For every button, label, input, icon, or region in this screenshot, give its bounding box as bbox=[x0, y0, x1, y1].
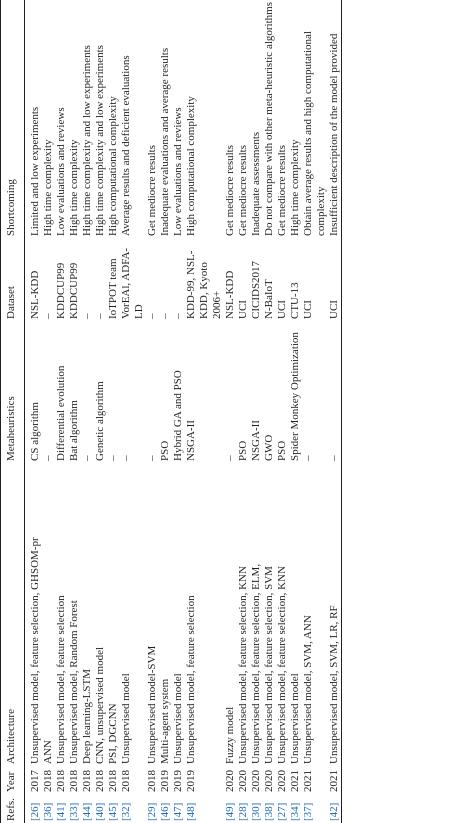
metaheuristics-cell: PSO bbox=[276, 440, 288, 461]
ref-link[interactable]: [28] bbox=[237, 802, 249, 821]
shortcoming-cell: Get mediocre results bbox=[146, 144, 158, 236]
year-cell: 2018 bbox=[55, 770, 67, 792]
dataset-cell: UCI bbox=[302, 300, 314, 319]
header-year: Year bbox=[5, 771, 17, 792]
shortcoming-cell: High time complexity and low experiments bbox=[81, 45, 93, 236]
ref-link[interactable]: [27] bbox=[276, 802, 288, 821]
year-cell: 2018 bbox=[81, 770, 93, 792]
dataset-cell: – bbox=[172, 313, 184, 319]
shortcoming-cell: Obtain average results and high computational complexity bbox=[302, 31, 327, 236]
metaheuristics-cell: – bbox=[107, 455, 119, 461]
dataset-cell: CICIDS2017 bbox=[250, 260, 262, 319]
architecture-cell: Fuzzy model bbox=[224, 706, 236, 764]
table-row bbox=[185, 0, 224, 823]
dataset-cell: UCI bbox=[328, 300, 340, 319]
metaheuristics-cell: – bbox=[42, 455, 54, 461]
architecture-cell: Deep learning-LSTM bbox=[81, 669, 93, 764]
dataset-cell: N-BaIoT bbox=[263, 279, 275, 319]
header-architecture: Architecture bbox=[5, 709, 17, 764]
header-shortcoming: Shortcoming bbox=[5, 179, 17, 236]
metaheuristics-cell: – bbox=[302, 455, 314, 461]
table-header-row bbox=[1, 0, 25, 823]
year-cell: 2018 bbox=[107, 770, 119, 792]
header-metaheuristics: Metaheuristics bbox=[5, 396, 17, 461]
dataset-cell: – bbox=[159, 313, 171, 319]
metaheuristics-cell: Differential evolution bbox=[55, 365, 67, 461]
architecture-cell: Unsupervised model bbox=[172, 673, 184, 764]
header-dataset: Dataset bbox=[5, 286, 17, 319]
dataset-cell: – bbox=[81, 313, 93, 319]
ref-link[interactable]: [45] bbox=[107, 802, 119, 821]
shortcoming-cell: High time complexity bbox=[289, 139, 301, 236]
shortcoming-cell: Insufficient description of the model provided bbox=[328, 33, 340, 236]
architecture-cell: Unsupervised model, feature selection, GHSOM-pr bbox=[29, 537, 41, 764]
year-cell: 2018 bbox=[120, 770, 132, 792]
year-cell: 2019 bbox=[159, 770, 171, 792]
metaheuristics-cell: Genetic algorithm bbox=[94, 381, 106, 461]
dataset-cell: IoTPOT team bbox=[107, 258, 119, 319]
year-cell: 2018 bbox=[94, 770, 106, 792]
ref-link[interactable]: [36] bbox=[42, 802, 54, 821]
shortcoming-cell: High computational complexity bbox=[185, 96, 197, 236]
metaheuristics-cell: CS algorithm bbox=[29, 402, 41, 461]
ref-link[interactable]: [29] bbox=[146, 802, 158, 821]
metaheuristics-cell: – bbox=[224, 455, 236, 461]
ref-link[interactable]: [46] bbox=[159, 802, 171, 821]
table-row bbox=[289, 0, 302, 823]
ref-link[interactable]: [34] bbox=[289, 802, 301, 821]
shortcoming-cell: Get mediocre results bbox=[237, 144, 249, 236]
metaheuristics-cell: Bat algorithm bbox=[68, 400, 80, 461]
architecture-cell: PSI, DGCNN bbox=[107, 703, 119, 764]
architecture-cell: Unsupervised model, feature selection bbox=[55, 595, 67, 764]
shortcoming-cell: Low evaluations and reviews bbox=[55, 107, 67, 236]
year-cell: 2018 bbox=[42, 770, 54, 792]
metaheuristics-cell: PSO bbox=[159, 440, 171, 461]
year-cell: 2021 bbox=[328, 770, 340, 792]
architecture-cell: Unsupervised model-SVM bbox=[146, 645, 158, 764]
architecture-cell: Unsupervised model, feature selection bbox=[185, 595, 197, 764]
dataset-cell: NSL-KDD bbox=[224, 270, 236, 319]
metaheuristics-cell: GWO bbox=[263, 434, 275, 461]
shortcoming-cell: Low evaluations and reviews bbox=[172, 107, 184, 236]
architecture-cell: CNN, unsupervised model bbox=[94, 646, 106, 764]
dataset-cell: – bbox=[146, 313, 158, 319]
ref-link[interactable]: [40] bbox=[94, 802, 106, 821]
ref-link[interactable]: [42] bbox=[328, 802, 340, 821]
table-row bbox=[81, 0, 94, 823]
dataset-cell: KDDCUP99 bbox=[68, 262, 80, 319]
shortcoming-cell: Average results and deficient evaluations bbox=[120, 55, 132, 236]
dataset-cell: CTU-13 bbox=[289, 282, 301, 319]
table-row bbox=[42, 0, 55, 823]
header-refs: Refs. bbox=[5, 798, 17, 821]
dataset-cell: UCI bbox=[276, 300, 288, 319]
architecture-cell: Unsupervised model, Random Forest bbox=[68, 600, 80, 764]
architecture-cell: Unsupervised model bbox=[120, 673, 132, 764]
shortcoming-cell: High time complexity and low experiments bbox=[94, 45, 106, 236]
metaheuristics-cell: – bbox=[120, 455, 132, 461]
year-cell: 2020 bbox=[276, 770, 288, 792]
dataset-cell: UCI bbox=[237, 300, 249, 319]
ref-link[interactable]: [44] bbox=[81, 802, 93, 821]
ref-link[interactable]: [49] bbox=[224, 802, 236, 821]
year-cell: 2021 bbox=[289, 770, 301, 792]
year-cell: 2020 bbox=[224, 770, 236, 792]
architecture-cell: Unsupervised model, feature selection, SVM bbox=[263, 566, 275, 764]
metaheuristics-cell: – bbox=[81, 455, 93, 461]
architecture-cell: Unsupervised model, feature selection, ELM, bbox=[250, 563, 262, 764]
shortcoming-cell: Get mediocre results bbox=[224, 144, 236, 236]
metaheuristics-cell: NSGA-II bbox=[185, 420, 197, 461]
ref-link[interactable]: [26] bbox=[29, 802, 41, 821]
dataset-cell: – bbox=[42, 313, 54, 319]
shortcoming-cell: Limited and low experiments bbox=[29, 106, 41, 236]
architecture-cell: Unsupervised model bbox=[289, 673, 301, 764]
dataset-cell: KDDCUP99 bbox=[55, 262, 67, 319]
architecture-cell: Unsupervised model, feature selection, KNN bbox=[237, 566, 249, 764]
table-row bbox=[68, 0, 81, 823]
shortcoming-cell: High computational complexity bbox=[107, 96, 119, 236]
architecture-cell: ANN bbox=[42, 740, 54, 764]
shortcoming-cell: High time complexity bbox=[68, 139, 80, 236]
metaheuristics-cell: Spider Monkey Optimization bbox=[289, 332, 301, 461]
table-row bbox=[107, 0, 120, 823]
dataset-cell: KDD-99, NSL-KDD, Kyoto 2006+ bbox=[185, 250, 223, 319]
shortcoming-cell: High time complexity bbox=[42, 139, 54, 236]
year-cell: 2018 bbox=[68, 770, 80, 792]
shortcoming-cell: Inadequate assessments bbox=[250, 131, 262, 236]
shortcoming-cell: Do not compare with other meta-heuristic algorithms bbox=[263, 2, 275, 236]
dataset-cell: – bbox=[94, 313, 106, 319]
table-body bbox=[25, 0, 342, 823]
architecture-cell: Unsupervised model, feature selection, KNN bbox=[276, 566, 288, 764]
year-cell: 2019 bbox=[185, 770, 197, 792]
table-row bbox=[25, 0, 43, 823]
metaheuristics-cell: – bbox=[146, 455, 158, 461]
shortcoming-cell: Inadequate evaluations and average results bbox=[159, 47, 171, 236]
table-row bbox=[328, 0, 342, 823]
year-cell: 2020 bbox=[263, 770, 275, 792]
year-cell: 2021 bbox=[302, 770, 314, 792]
metaheuristics-cell: – bbox=[328, 455, 340, 461]
table-row bbox=[94, 0, 107, 823]
ref-link[interactable]: [30] bbox=[250, 802, 262, 821]
year-cell: 2018 bbox=[146, 770, 158, 792]
table-row bbox=[224, 0, 237, 823]
metaheuristics-cell: Hybrid GA and PSO bbox=[172, 370, 184, 461]
dataset-cell: VorEAl, ADFA-LD bbox=[120, 247, 145, 319]
table-row bbox=[159, 0, 172, 823]
table-row bbox=[237, 0, 250, 823]
shortcoming-cell: Get mediocre results bbox=[276, 144, 288, 236]
ref-link[interactable]: [32] bbox=[120, 802, 132, 821]
table-row bbox=[302, 0, 328, 823]
ref-link[interactable]: [47] bbox=[172, 802, 184, 821]
ref-link[interactable]: [41] bbox=[55, 802, 67, 821]
table-row bbox=[276, 0, 289, 823]
table-row bbox=[146, 0, 159, 823]
architecture-cell: Unsupervised model, SVM, LR, RF bbox=[328, 605, 340, 764]
table-row bbox=[55, 0, 68, 823]
metaheuristics-cell: PSO bbox=[237, 440, 249, 461]
ref-link[interactable]: [38] bbox=[263, 802, 275, 821]
table-row bbox=[263, 0, 276, 823]
year-cell: 2020 bbox=[250, 770, 262, 792]
table-row bbox=[120, 0, 146, 823]
architecture-cell: Unsupervised model, SVM, ANN bbox=[302, 615, 314, 764]
ref-link[interactable]: [48] bbox=[185, 802, 197, 821]
ref-link[interactable]: [37] bbox=[302, 802, 314, 821]
year-cell: 2020 bbox=[237, 770, 249, 792]
architecture-cell: Multi-agent system bbox=[159, 678, 171, 764]
metaheuristics-cell: NSGA-II bbox=[250, 420, 262, 461]
table-row bbox=[172, 0, 185, 823]
year-cell: 2017 bbox=[29, 770, 41, 792]
ref-link[interactable]: [33] bbox=[68, 802, 80, 821]
table-row bbox=[250, 0, 263, 823]
dataset-cell: NSL-KDD bbox=[29, 270, 41, 319]
year-cell: 2019 bbox=[172, 770, 184, 792]
